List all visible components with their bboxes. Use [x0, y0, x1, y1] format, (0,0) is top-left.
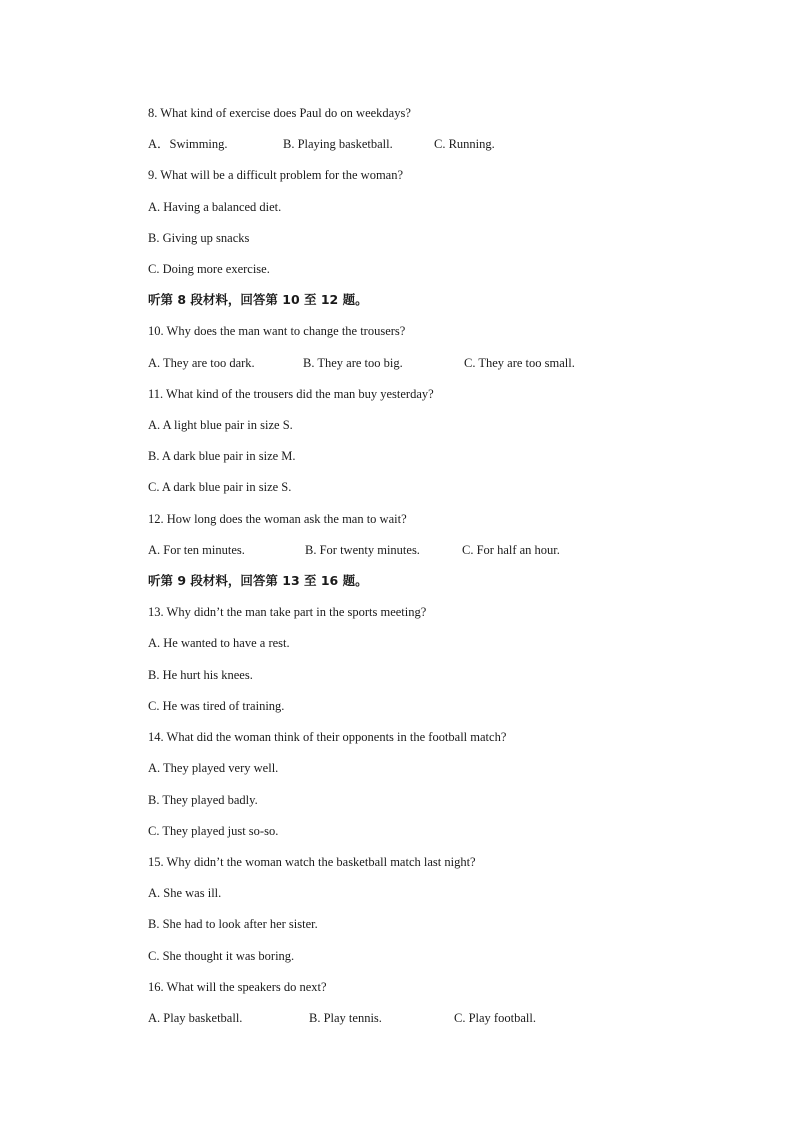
question-10: 10. Why does the man want to change the trousers? [148, 324, 406, 338]
question-11: 11. What kind of the trousers did the man buy yesterday? [148, 387, 434, 401]
q10-option-c: C. They are too small. [464, 356, 575, 370]
q14-option-c: C. They played just so-so. [148, 824, 279, 838]
question-16-options [148, 1010, 768, 1026]
q13-option-a: A. He wanted to have a rest. [148, 636, 290, 650]
question-13: 13. Why didn’t the man take part in the sports meeting? [148, 605, 427, 619]
q11-option-b: B. A dark blue pair in size M. [148, 449, 296, 463]
q10-option-a: A. They are too dark. [148, 356, 255, 370]
q12-option-c: C. For half an hour. [462, 543, 560, 557]
q13-option-c: C. He was tired of training. [148, 699, 285, 713]
question-15: 15. Why didn’t the woman watch the basketball match last night? [148, 855, 476, 869]
section-9-heading: 听第 9 段材料，回答第 13 至 16 题。 [148, 573, 368, 588]
q15-option-a: A. She was ill. [148, 886, 222, 900]
q16-option-b: B. Play tennis. [309, 1011, 382, 1025]
q15-option-b: B. She had to look after her sister. [148, 917, 318, 931]
q13-option-b: B. He hurt his knees. [148, 668, 253, 682]
q9-option-b: B. Giving up snacks [148, 231, 250, 245]
q11-option-c: C. A dark blue pair in size S. [148, 480, 292, 494]
question-16: 16. What will the speakers do next? [148, 980, 327, 994]
q11-option-a: A. A light blue pair in size S. [148, 418, 293, 432]
q12-option-a: A. For ten minutes. [148, 543, 245, 557]
q10-option-b: B. They are too big. [303, 356, 403, 370]
q14-option-b: B. They played badly. [148, 793, 258, 807]
q9-option-c: C. Doing more exercise. [148, 262, 270, 276]
q15-option-c: C. She thought it was boring. [148, 949, 295, 963]
question-9: 9. What will be a difficult problem for the woman? [148, 168, 404, 182]
q8-option-c: C. Running. [434, 137, 495, 151]
q12-option-b: B. For twenty minutes. [305, 543, 420, 557]
q8-option-a: A．Swimming. [148, 137, 228, 151]
question-8-options [148, 136, 768, 152]
section-8-heading: 听第 8 段材料，回答第 10 至 12 题。 [148, 292, 368, 307]
question-14: 14. What did the woman think of their opponents in the football match? [148, 730, 507, 744]
question-12: 12. How long does the woman ask the man to wait? [148, 512, 407, 526]
question-12-options [148, 542, 768, 558]
q14-option-a: A. They played very well. [148, 761, 279, 775]
q16-option-c: C. Play football. [454, 1011, 536, 1025]
question-10-options [148, 355, 768, 371]
q8-option-b: B. Playing basketball. [283, 137, 393, 151]
q9-option-a: A. Having a balanced diet. [148, 200, 282, 214]
question-8: 8. What kind of exercise does Paul do on weekdays? [148, 106, 411, 120]
q16-option-a: A. Play basketball. [148, 1011, 243, 1025]
